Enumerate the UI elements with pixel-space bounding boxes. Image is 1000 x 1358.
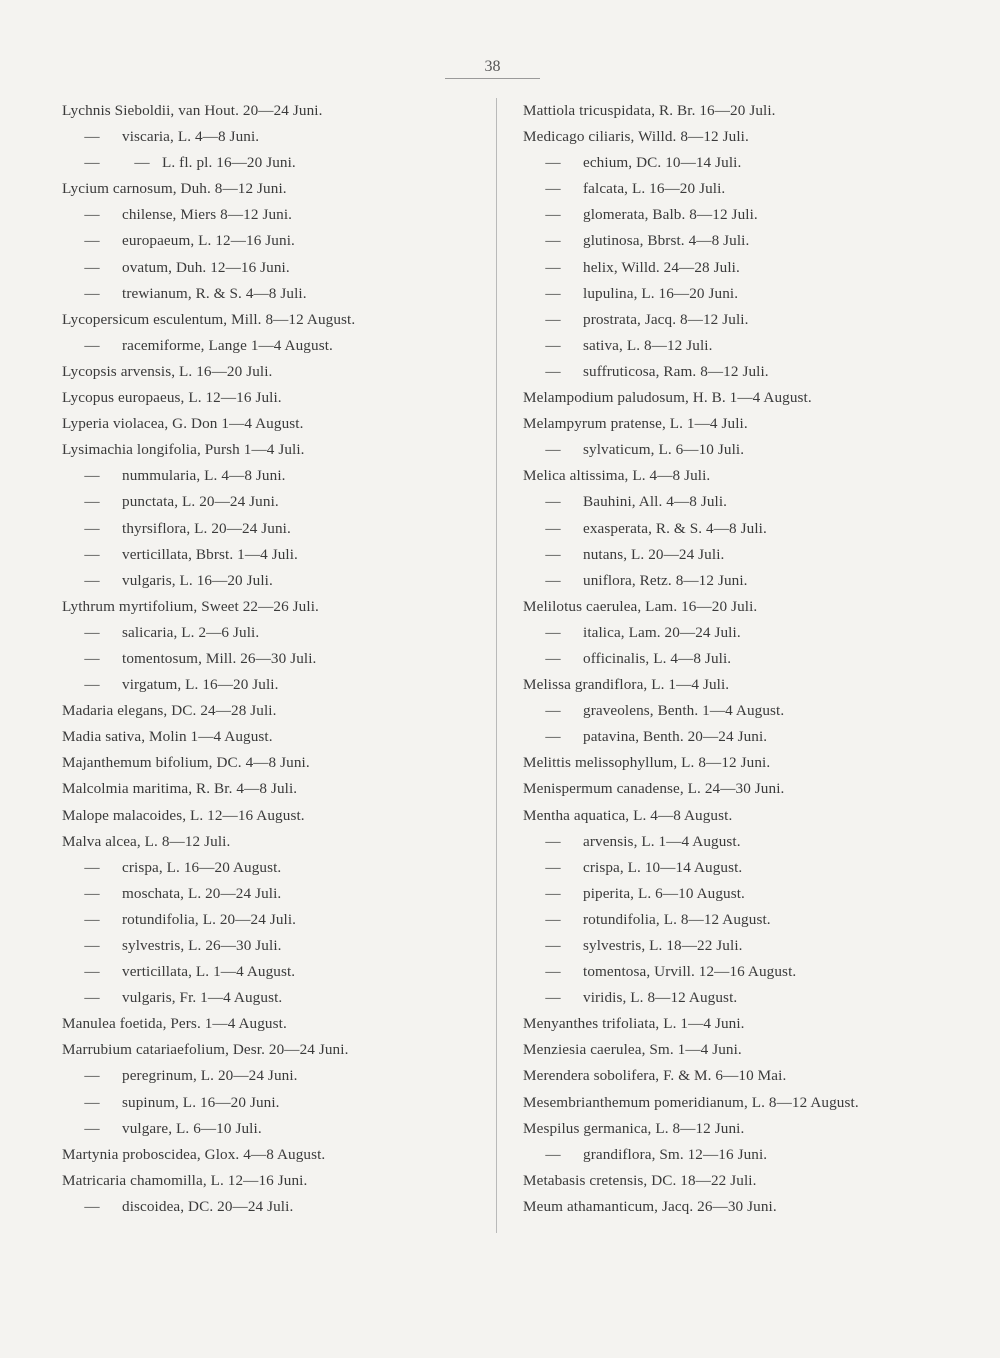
entry-text: falcata, L. 16—20 Juli. (583, 180, 726, 198)
list-item (523, 333, 973, 359)
ditto-dash: — (545, 519, 561, 537)
entry-text: verticillata, L. 1—4 August. (122, 963, 296, 981)
list-item (523, 933, 973, 959)
ditto-dash: — (84, 1093, 100, 1111)
entry-text: moschata, L. 20—24 Juli. (122, 884, 282, 902)
entry-text: glutinosa, Bbrst. 4—8 Juli. (583, 232, 750, 250)
list-item (523, 124, 973, 150)
ditto-dash: — (84, 884, 100, 902)
entry-text: viscaria, L. 4—8 Juni. (122, 128, 260, 146)
list-item (523, 1037, 973, 1063)
list-item (523, 803, 973, 829)
entry-text: vulgaris, Fr. 1—4 August. (122, 989, 283, 1007)
list-item (62, 724, 512, 750)
list-item (62, 307, 512, 333)
ditto-dash: — (545, 963, 561, 981)
list-item (62, 333, 512, 359)
list-item (62, 463, 512, 489)
ditto-dash: — (545, 937, 561, 954)
list-item (62, 907, 512, 933)
entry-text: sylvestris, L. 18—22 Juli. (583, 937, 743, 954)
ditto-dash: — (84, 989, 100, 1007)
entry-text: viridis, L. 8—12 August. (583, 989, 738, 1007)
entry-text: Madia sativa, Molin 1—4 August. (62, 728, 273, 746)
list-item (62, 1011, 512, 1037)
list-item (523, 646, 973, 672)
list-item (523, 855, 973, 881)
ditto-dash: — (84, 519, 100, 537)
ditto-dash: — (545, 310, 561, 328)
list-item (62, 568, 512, 594)
entry-text: Manulea foetida, Pers. 1—4 August. (62, 1015, 287, 1033)
ditto-dash: — (545, 545, 561, 563)
right-column (523, 98, 973, 1220)
list-item (523, 985, 973, 1011)
ditto-dash: — (545, 623, 561, 641)
list-item (62, 1063, 512, 1089)
list-item (62, 959, 512, 985)
list-item (523, 385, 973, 411)
entry-text: Malva alcea, L. 8—12 Juli. (62, 832, 231, 850)
ditto-dash: — (545, 910, 561, 928)
entry-text: trewianum, R. & S. 4—8 Juli. (122, 284, 307, 302)
list-item (62, 281, 512, 307)
ditto-dash: — (545, 206, 561, 224)
list-item (62, 359, 512, 385)
list-item (523, 959, 973, 985)
entry-text: Melica altissima, L. 4—8 Juli. (523, 467, 711, 485)
entry-text: suffruticosa, Ram. 8—12 Juli. (583, 362, 769, 380)
list-item (523, 281, 973, 307)
list-item (523, 829, 973, 855)
entry-text: nummularia, L. 4—8 Juni. (122, 467, 286, 485)
ditto-dash: — (545, 1145, 561, 1163)
ditto-dash: — (545, 493, 561, 511)
list-item (62, 881, 512, 907)
entry-text: italica, Lam. 20—24 Juli. (583, 623, 741, 641)
list-item (62, 698, 512, 724)
entry-text: vulgaris, L. 16—20 Juli. (122, 571, 273, 589)
entry-text: Mentha aquatica, L. 4—8 August. (523, 806, 733, 824)
ditto-dash: — (545, 258, 561, 276)
ditto-dash: — (545, 649, 561, 667)
entry-text: Menispermum canadense, L. 24—30 Juni. (523, 780, 785, 798)
entry-text: nutans, L. 20—24 Juli. (583, 545, 725, 563)
entry-text: prostrata, Jacq. 8—12 Juli. (583, 310, 749, 328)
list-item (523, 411, 973, 437)
ditto-dash: — (84, 284, 100, 302)
entry-text: Mesembrianthemum pomeridianum, L. 8—12 August. (523, 1093, 859, 1111)
list-item (62, 1116, 512, 1142)
ditto-dash: — (134, 154, 150, 172)
ditto-dash: — (84, 493, 100, 511)
list-item (62, 98, 512, 124)
entry-text: Martynia proboscidea, Glox. 4—8 August. (62, 1145, 326, 1163)
ditto-dash: — (545, 571, 561, 589)
list-item (62, 646, 512, 672)
entry-text: rotundifolia, L. 8—12 August. (583, 910, 771, 928)
list-item (523, 881, 973, 907)
entry-text: patavina, Benth. 20—24 Juni. (583, 728, 768, 746)
ditto-dash: — (84, 154, 100, 172)
list-item (62, 411, 512, 437)
list-item (62, 1037, 512, 1063)
entry-text: discoidea, DC. 20—24 Juli. (122, 1197, 294, 1215)
entry-text: ovatum, Duh. 12—16 Juni. (122, 258, 290, 276)
page-number: 38 (445, 58, 540, 79)
list-item (523, 1142, 973, 1168)
list-item (62, 672, 512, 698)
list-item (523, 672, 973, 698)
entry-text: Metabasis cretensis, DC. 18—22 Juli. (523, 1171, 757, 1189)
entry-text: tomentosum, Mill. 26—30 Juli. (122, 649, 317, 667)
entry-text: Menyanthes trifoliata, L. 1—4 Juni. (523, 1015, 745, 1033)
list-item (523, 1116, 973, 1142)
list-item (62, 176, 512, 202)
entry-text: Malope malacoides, L. 12—16 August. (62, 806, 305, 824)
entry-text: Lychnis Sieboldii, van Hout. 20—24 Juni. (62, 102, 323, 119)
ditto-dash: — (84, 1067, 100, 1085)
entry-text: graveolens, Benth. 1—4 August. (583, 702, 785, 720)
ditto-dash: — (84, 963, 100, 981)
entry-text: Matricaria chamomilla, L. 12—16 Juni. (62, 1171, 308, 1189)
entry-text: Lyperia violacea, G. Don 1—4 August. (62, 415, 304, 433)
entry-text: sativa, L. 8—12 Juli. (583, 336, 713, 354)
ditto-dash: — (84, 858, 100, 876)
entry-text: thyrsiflora, L. 20—24 Juni. (122, 519, 291, 537)
ditto-dash: — (545, 858, 561, 876)
entry-text: tomentosa, Urvill. 12—16 August. (583, 963, 797, 981)
entry-text: salicaria, L. 2—6 Juli. (122, 623, 260, 641)
ditto-dash: — (84, 676, 100, 694)
entry-text: Lycopersicum esculentum, Mill. 8—12 August. (62, 310, 356, 328)
entry-text: crispa, L. 16—20 August. (122, 858, 282, 876)
list-item (523, 1090, 973, 1116)
ditto-dash: — (545, 362, 561, 380)
list-item (62, 594, 512, 620)
list-item (523, 202, 973, 228)
list-item (523, 437, 973, 463)
entry-text: Melittis melissophyllum, L. 8—12 Juni. (523, 754, 771, 772)
list-item (523, 228, 973, 254)
list-item (62, 202, 512, 228)
entry-text: Madaria elegans, DC. 24—28 Juli. (62, 702, 277, 720)
ditto-dash: — (84, 232, 100, 250)
list-item (62, 620, 512, 646)
list-item (62, 1142, 512, 1168)
ditto-dash: — (84, 1197, 100, 1215)
list-item (62, 516, 512, 542)
entry-text: grandiflora, Sm. 12—16 Juni. (583, 1145, 768, 1163)
entry-text: piperita, L. 6—10 August. (583, 884, 745, 902)
left-column (62, 98, 512, 1220)
list-item (62, 829, 512, 855)
list-item (523, 150, 973, 176)
ditto-dash: — (545, 728, 561, 746)
entry-text: Melissa grandiflora, L. 1—4 Juli. (523, 676, 730, 694)
entry-text: Merendera sobolifera, F. & M. 6—10 Mai. (523, 1067, 787, 1085)
entry-text: verticillata, Bbrst. 1—4 Juli. (122, 545, 298, 563)
entry-text: Majanthemum bifolium, DC. 4—8 Juni. (62, 754, 310, 772)
entry-text: Medicago ciliaris, Willd. 8—12 Juli. (523, 128, 749, 146)
entry-text: sylvaticum, L. 6—10 Juli. (583, 441, 745, 459)
entry-text: Lycopus europaeus, L. 12—16 Juli. (62, 389, 282, 407)
entry-text: echium, DC. 10—14 Juli. (583, 154, 742, 172)
list-item (62, 542, 512, 568)
entry-text: Mattiola tricuspidata, R. Br. 16—20 Juli. (523, 102, 776, 119)
list-item (62, 150, 512, 176)
ditto-dash: — (545, 989, 561, 1007)
list-item (523, 516, 973, 542)
entry-text: arvensis, L. 1—4 August. (583, 832, 741, 850)
list-item (523, 542, 973, 568)
ditto-dash: — (545, 441, 561, 459)
list-item (523, 1063, 973, 1089)
entry-text: Menziesia caerulea, Sm. 1—4 Juni. (523, 1041, 742, 1059)
ditto-dash: — (545, 180, 561, 198)
list-item (62, 255, 512, 281)
list-item (523, 463, 973, 489)
ditto-dash: — (84, 128, 100, 146)
ditto-dash: — (545, 884, 561, 902)
entry-text: Mespilus germanica, L. 8—12 Juni. (523, 1119, 745, 1137)
list-item (523, 176, 973, 202)
entry-text: L. fl. pl. 16—20 Juni. (162, 154, 296, 172)
ditto-dash: — (84, 545, 100, 563)
ditto-dash: — (84, 258, 100, 276)
ditto-dash: — (545, 336, 561, 354)
list-item (62, 1194, 512, 1220)
ditto-dash: — (84, 336, 100, 354)
list-item (62, 124, 512, 150)
list-item (62, 750, 512, 776)
entry-text: Lysimachia longifolia, Pursh 1—4 Juli. (62, 441, 305, 459)
list-item (523, 98, 973, 124)
list-item (62, 985, 512, 1011)
list-item (62, 1168, 512, 1194)
entry-text: vulgare, L. 6—10 Juli. (122, 1119, 262, 1137)
list-item (523, 1168, 973, 1194)
ditto-dash: — (545, 702, 561, 720)
list-item (523, 255, 973, 281)
entry-text: Melampodium paludosum, H. B. 1—4 August. (523, 389, 812, 407)
entry-text: europaeum, L. 12—16 Juni. (122, 232, 295, 250)
list-item (523, 568, 973, 594)
entry-text: Lycopsis arvensis, L. 16—20 Juli. (62, 362, 273, 380)
ditto-dash: — (545, 154, 561, 172)
entry-text: sylvestris, L. 26—30 Juli. (122, 937, 282, 954)
entry-text: glomerata, Balb. 8—12 Juli. (583, 206, 758, 224)
list-item (62, 803, 512, 829)
list-item (523, 698, 973, 724)
ditto-dash: — (84, 649, 100, 667)
entry-text: Lycium carnosum, Duh. 8—12 Juni. (62, 180, 287, 198)
entry-text: lupulina, L. 16—20 Juni. (583, 284, 739, 302)
ditto-dash: — (84, 623, 100, 641)
list-item (62, 1090, 512, 1116)
entry-text: virgatum, L. 16—20 Juli. (122, 676, 279, 694)
ditto-dash: — (84, 571, 100, 589)
entry-text: Melilotus caerulea, Lam. 16—20 Juli. (523, 597, 758, 615)
list-item (523, 307, 973, 333)
list-item (62, 385, 512, 411)
entry-text: crispa, L. 10—14 August. (583, 858, 743, 876)
list-item (523, 359, 973, 385)
entry-text: Marrubium catariaefolium, Desr. 20—24 Juni. (62, 1041, 349, 1059)
list-item (523, 750, 973, 776)
ditto-dash: — (545, 232, 561, 250)
list-item (523, 776, 973, 802)
entry-text: peregrinum, L. 20—24 Juni. (122, 1067, 298, 1085)
list-item (62, 489, 512, 515)
list-item (523, 724, 973, 750)
ditto-dash: — (84, 1119, 100, 1137)
list-item (523, 489, 973, 515)
entry-text: exasperata, R. & S. 4—8 Juli. (583, 519, 767, 537)
ditto-dash: — (545, 284, 561, 302)
entry-text: Lythrum myrtifolium, Sweet 22—26 Juli. (62, 597, 319, 615)
ditto-dash: — (84, 910, 100, 928)
list-item (62, 437, 512, 463)
ditto-dash: — (84, 937, 100, 954)
list-item (62, 933, 512, 959)
entry-text: rotundifolia, L. 20—24 Juli. (122, 910, 297, 928)
entry-text: officinalis, L. 4—8 Juli. (583, 649, 732, 667)
list-item (62, 228, 512, 254)
list-item (523, 594, 973, 620)
entry-text: Melampyrum pratense, L. 1—4 Juli. (523, 415, 748, 433)
list-item (523, 620, 973, 646)
entry-text: Meum athamanticum, Jacq. 26—30 Juni. (523, 1197, 777, 1215)
ditto-dash: — (545, 832, 561, 850)
entry-text: chilense, Miers 8—12 Juni. (122, 206, 293, 224)
entry-text: helix, Willd. 24—28 Juli. (583, 258, 740, 276)
entry-text: Malcolmia maritima, R. Br. 4—8 Juli. (62, 780, 298, 798)
list-item (62, 855, 512, 881)
list-item (523, 907, 973, 933)
entry-text: punctata, L. 20—24 Juni. (122, 493, 279, 511)
entry-text: Bauhini, All. 4—8 Juli. (583, 493, 728, 511)
entry-text: supinum, L. 16—20 Juni. (122, 1093, 280, 1111)
ditto-dash: — (84, 206, 100, 224)
list-item (62, 776, 512, 802)
list-item (523, 1011, 973, 1037)
ditto-dash: — (84, 467, 100, 485)
entry-text: uniflora, Retz. 8—12 Juni. (583, 571, 748, 589)
list-item (523, 1194, 973, 1220)
entry-text: racemiforme, Lange 1—4 August. (122, 336, 333, 354)
